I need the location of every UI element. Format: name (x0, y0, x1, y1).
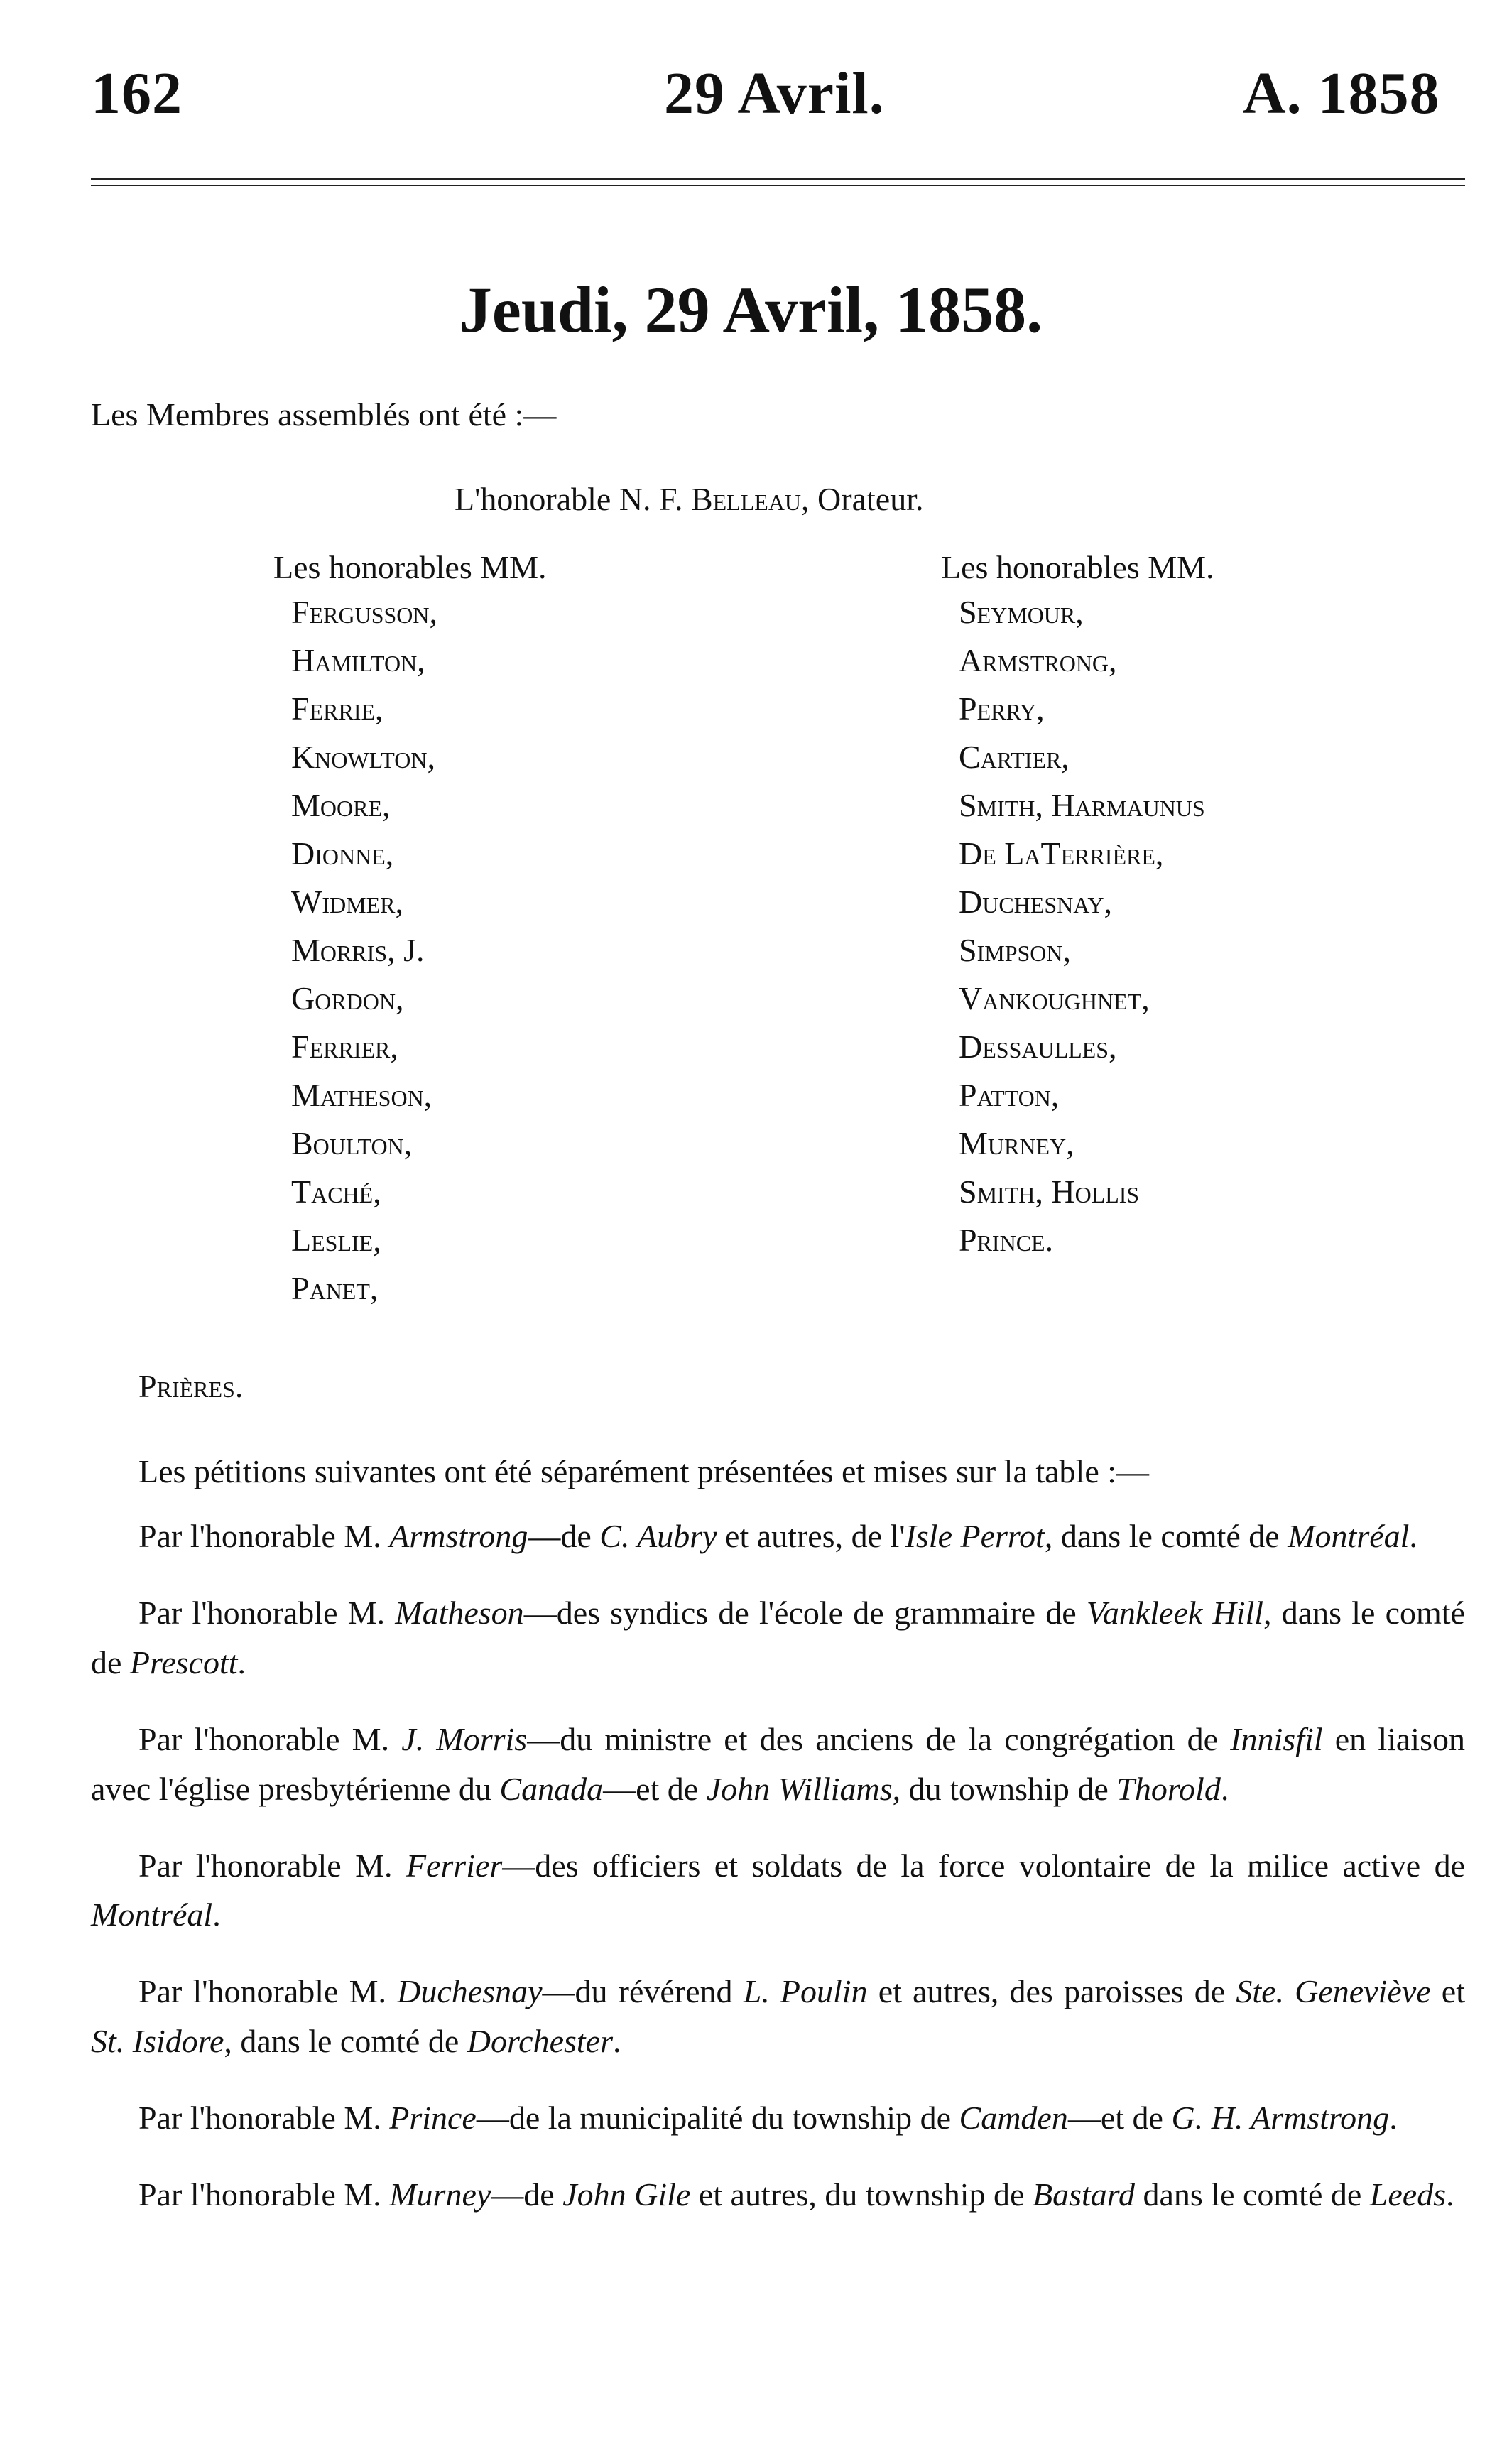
petition-text: Par l'honorable M. (138, 1720, 402, 1757)
member-name: Cartier, (959, 739, 1070, 775)
member-name: Patton, (959, 1077, 1060, 1113)
petition-paragraph (91, 1511, 1465, 1561)
member-name: Boulton, (291, 1125, 413, 1161)
petition-name: G. H. Armstrong (1171, 2100, 1390, 2137)
petition-name: Montréal (1288, 1518, 1410, 1554)
running-header-date: 29 Avril. (664, 60, 885, 126)
member-name: Prince. (959, 1222, 1054, 1258)
petition-name: Murney (389, 2176, 491, 2213)
petition-text: , du township de (892, 1770, 1117, 1807)
members-column-right (941, 547, 1214, 1264)
member-name: Matheson, (291, 1077, 432, 1113)
member-name: Smith, Hollis (959, 1173, 1140, 1210)
petitions-intro: Les pétitions suivantes ont été séparément présentées et mises sur la table :— (138, 1453, 1150, 1489)
petition-paragraph (91, 1715, 1465, 1814)
petition-paragraph (91, 1841, 1465, 1941)
member-name: Morris, J. (291, 932, 425, 968)
page-number: 162 (91, 60, 183, 126)
petition-text: . (212, 1896, 221, 1933)
member-name: Fergusson, (291, 594, 438, 630)
header-rule-thin (91, 185, 1465, 186)
petition-text: —de (528, 1518, 600, 1554)
member-name: Ferrie, (291, 690, 383, 727)
petition-name: Dorchester (467, 2023, 613, 2060)
petition-name: J. Morris (401, 1720, 528, 1757)
petition-name: Prescott (129, 1644, 238, 1681)
session-title: Jeudi, 29 Avril, 1858. (459, 273, 1043, 346)
petition-name: Innisfil (1230, 1720, 1323, 1757)
petition-name: Ste. Geneviève (1236, 1973, 1431, 2010)
petition-text: Par l'honorable M. (138, 1518, 390, 1554)
petition-name: Montréal (91, 1896, 213, 1933)
petition-text: et (1430, 1973, 1465, 2010)
petition-text: , dans le comté de (224, 2023, 467, 2060)
petition-text: , dans le comté de (91, 1594, 1465, 1681)
members-intro: Les Membres assemblés ont été :— (91, 396, 557, 433)
column-header: Les honorables MM. (941, 549, 1214, 585)
petition-name: L. Poulin (743, 1973, 868, 2010)
members-column-left (273, 547, 547, 1313)
member-name: Moore, (291, 787, 391, 823)
petition-name: Vankleek Hill (1086, 1594, 1264, 1631)
header-rule (91, 178, 1465, 180)
petition-text: en liaison avec l'église presbytérienne du (91, 1720, 1465, 1807)
petition-text: —du ministre et des anciens de la congrégation de (527, 1720, 1231, 1757)
member-name: Perry, (959, 690, 1045, 727)
member-name: Vankoughnet, (959, 980, 1150, 1016)
petition-name: Bastard (1032, 2176, 1135, 2213)
petition-text: . (1389, 2100, 1398, 2137)
member-name: Leslie, (291, 1222, 381, 1258)
petition-text: —de (491, 2176, 563, 2213)
petition-name: Prince (389, 2100, 477, 2137)
petition-name: John Williams (706, 1770, 893, 1807)
petition-text: Par l'honorable M. (138, 1973, 398, 2010)
member-name: De LaTerrière, (959, 835, 1164, 872)
prayers-heading: Prières. (138, 1368, 244, 1404)
member-list (273, 588, 547, 1313)
petition-name: Matheson (395, 1594, 524, 1631)
petition-text: . (1220, 1770, 1229, 1807)
petition-name: Camden (959, 2100, 1068, 2137)
petition-text: et autres, du township de (690, 2176, 1033, 2213)
member-name: Armstrong, (959, 642, 1117, 678)
petition-text: Par l'honorable M. (138, 1594, 396, 1631)
petitions-list (91, 1511, 1465, 2247)
member-name: Smith, Harmaunus (959, 787, 1205, 823)
column-header: Les honorables MM. (273, 549, 547, 585)
member-name: Murney, (959, 1125, 1074, 1161)
member-name: Panet, (291, 1270, 379, 1306)
petition-name: John Gile (562, 2176, 691, 2213)
member-name: Duchesnay, (959, 884, 1113, 920)
petition-name: C. Aubry (599, 1518, 717, 1554)
member-name: Ferrier, (291, 1029, 398, 1065)
petition-name: St. Isidore (91, 2023, 224, 2060)
member-name: Knowlton, (291, 739, 435, 775)
running-header-year: A. 1858 (1243, 60, 1440, 126)
member-name: Dionne, (291, 835, 394, 872)
petition-text: —et de (1067, 2100, 1172, 2137)
member-name: Simpson, (959, 932, 1072, 968)
member-name: Gordon, (291, 980, 404, 1016)
petition-paragraph (91, 1967, 1465, 2066)
petition-text: —du révérend (542, 1973, 744, 2010)
petition-text: . (1409, 1518, 1417, 1554)
petition-paragraph (91, 1588, 1465, 1688)
petition-text: —des syndics de l'école de grammaire de (523, 1594, 1087, 1631)
petition-text: —et de (603, 1770, 707, 1807)
petition-text: Par l'honorable M. (138, 2176, 390, 2213)
petition-text: —de la municipalité du township de (476, 2100, 959, 2137)
member-name: Seymour, (959, 594, 1084, 630)
member-name: Taché, (291, 1173, 381, 1210)
member-name: Hamilton, (291, 642, 425, 678)
petition-name: Duchesnay (397, 1973, 543, 2010)
petition-name: Thorold (1116, 1770, 1221, 1807)
petition-text: . (237, 1644, 246, 1681)
petition-text: et autres, de l' (717, 1518, 905, 1554)
petition-text: Par l'honorable M. (138, 2100, 390, 2137)
speaker-line (455, 479, 923, 519)
petition-name: Isle Perrot (905, 1518, 1045, 1554)
petition-paragraph (91, 2093, 1465, 2143)
member-name: Dessaulles, (959, 1029, 1117, 1065)
petition-paragraph (91, 2170, 1465, 2220)
member-list (941, 588, 1214, 1264)
petition-text: —des officiers et soldats de la force volontaire de la milice active de (502, 1847, 1465, 1884)
speaker-name: Belleau (690, 481, 802, 517)
petition-name: Armstrong (389, 1518, 528, 1554)
speaker-suffix: , Orateur. (801, 481, 924, 517)
petition-text: dans le comté de (1134, 2176, 1370, 2213)
petition-name: Canada (499, 1770, 604, 1807)
petition-name: Leeds (1369, 2176, 1447, 2213)
petition-text: . (612, 2023, 621, 2060)
petition-text: . (1446, 2176, 1454, 2213)
petition-text: Par l'honorable M. (138, 1847, 406, 1884)
petition-text: , dans le comté de (1044, 1518, 1288, 1554)
petition-text: et autres, des paroisses de (867, 1973, 1236, 2010)
petition-name: Ferrier (406, 1847, 503, 1884)
speaker-prefix: L'honorable N. F. (455, 481, 691, 517)
member-name: Widmer, (291, 884, 404, 920)
